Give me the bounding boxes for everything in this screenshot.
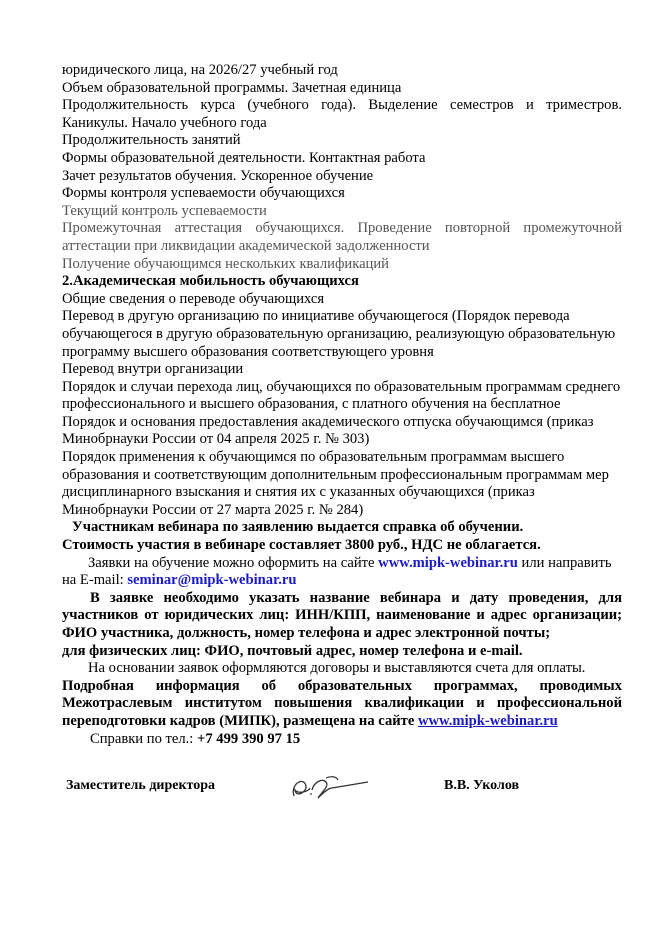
text-line: Порядок и основания предоставления академического отпуска обучающимся (приказ Минобрнауки России от 04 апреля 2025 г. № 303) — [62, 413, 594, 448]
section-heading: 2.Академическая мобильность обучающихся — [62, 273, 359, 290]
requirements-individuals: для физических лиц: ФИО, почтовый адрес, номер телефона и e-mail. — [62, 642, 523, 659]
document-body — [62, 62, 622, 748]
signer-title: Заместитель директора — [66, 778, 216, 793]
email-link[interactable]: seminar@mipk-webinar.ru — [127, 572, 297, 589]
cost-note: Стоимость участия в вебинаре составляет 3800 руб., НДС не облагается. — [62, 537, 541, 554]
text-line: Объем образовательной программы. Зачетная единица — [62, 79, 402, 96]
text-line: Формы образовательной деятельности. Контактная работа — [62, 149, 426, 166]
contracts-note: На основании заявок оформляются договоры и выставляются счета для оплаты. — [88, 660, 586, 677]
text-line: Перевод внутри организации — [62, 361, 244, 378]
phone-line — [62, 731, 622, 749]
more-info-site-link[interactable]: www.mipk-webinar.ru — [417, 712, 558, 729]
phone-number: +7 499 390 97 15 — [197, 730, 301, 747]
text-line: Перевод в другую организацию по инициативе обучающегося (Порядок перевода обучающегося в другую образовательную организацию, реализующую образовательную программу высшего образования соответствующего уровня — [62, 308, 616, 360]
text-line: Общие сведения о переводе обучающихся — [62, 290, 325, 307]
text-line: Порядок применения к обучающимся по образовательным программам высшего образования и соответствующим дополнительным профессиональным программам мер дисциплинарного взыскания и снятия их с указанных обучающихся (приказ Минобрнауки России от 27 марта 2025 г. № 284) — [62, 449, 609, 518]
text-line: юридического лица, на 2026/27 учебный год — [62, 62, 338, 78]
text-line: Зачет результатов обучения. Ускоренное обучение — [62, 167, 374, 184]
signer-name: В.В. Уколов — [444, 778, 520, 793]
apply-paragraph — [62, 555, 622, 590]
more-info-text: Подробная информация об образовательных программах, проводимых Межотраслевым институтом повышения квалификации и профессиональной переподготовки кадров (МИПК), размещена на сайте — [62, 677, 622, 729]
text-line: Продолжительность занятий — [62, 132, 241, 149]
apply-prefix: Заявки на обучение можно оформить на сайте — [88, 554, 379, 571]
certificate-note: Участникам вебинара по заявлению выдается справка об обучении. — [72, 519, 524, 536]
text-line: Порядок и случаи перехода лиц, обучающихся по образовательным программам среднего профессионального и высшего образования, с платного обучения на бесплатное — [62, 378, 621, 413]
requirements-paragraph: В заявке необходимо указать название вебинара и дату проведения, для участников от юридических лиц: ИНН/КПП, наименование и адрес организации; ФИО участника, должность, номер телефона и адрес электронной почты; — [62, 589, 622, 641]
more-info-paragraph — [62, 678, 622, 731]
text-line: Формы контроля успеваемости обучающихся — [62, 185, 345, 202]
text-line: Продолжительность курса (учебного года). Выделение семестров и триместров. Каникулы. Начало учебного года — [62, 97, 622, 131]
handwritten-signature — [286, 770, 376, 806]
apply-suffix: или направить на E-mail: — [62, 554, 612, 589]
text-line: Получение обучающимся нескольких квалификаций — [62, 255, 389, 272]
signature-block — [66, 778, 566, 818]
phone-prefix: Справки по тел.: — [90, 730, 198, 747]
text-line: Текущий контроль успеваемости — [62, 202, 267, 219]
text-line: Промежуточная аттестация обучающихся. Проведение повторной промежуточной аттестации при ликвидации академической задолженности — [62, 220, 622, 254]
site-link[interactable]: www.mipk-webinar.ru — [378, 554, 518, 571]
